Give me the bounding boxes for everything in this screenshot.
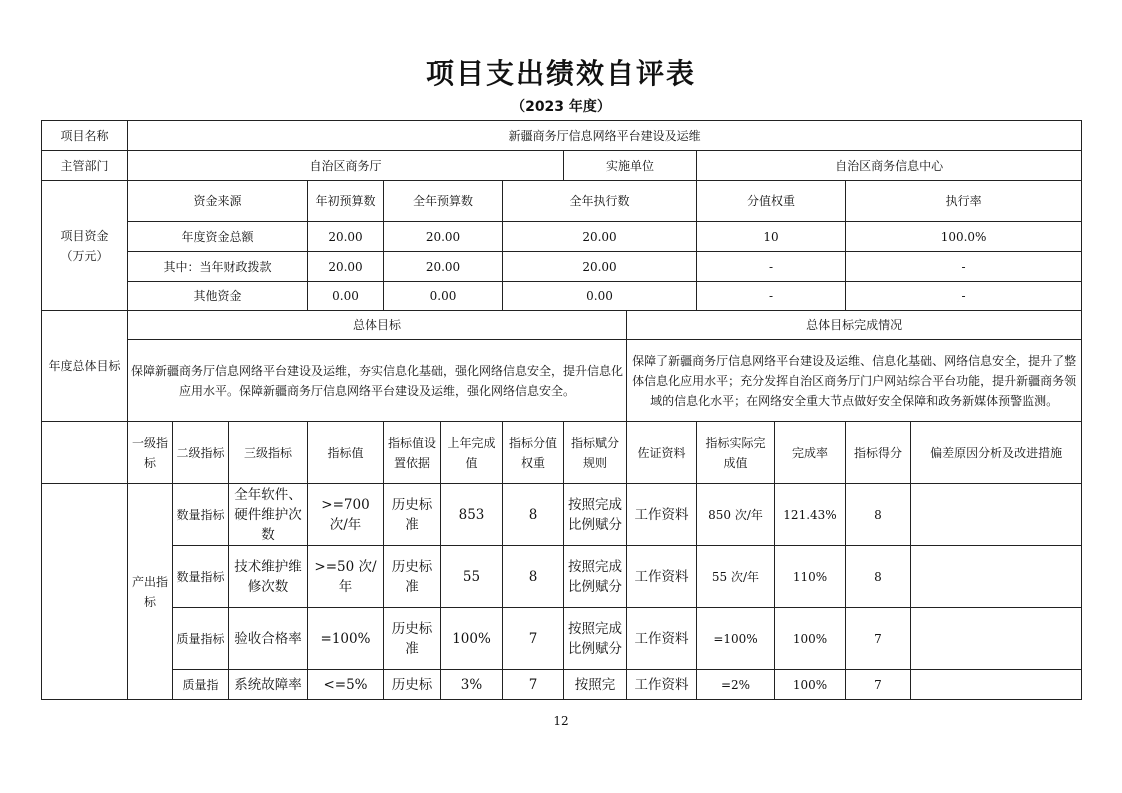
funds-cell-annual: 0.00 (384, 282, 503, 311)
indicator-last-year: 55 (441, 546, 503, 608)
indicators-header-weight: 指标分值权重 (503, 422, 564, 484)
indicator-actual: =2% (697, 670, 775, 700)
funds-header-weight: 分值权重 (697, 181, 846, 222)
funds-header-executed: 全年执行数 (503, 181, 697, 222)
indicator-weight: 8 (503, 484, 564, 546)
indicator-evidence: 工作资料 (627, 484, 697, 546)
indicator-row (42, 546, 1082, 608)
funds-cell-weight: - (697, 282, 846, 311)
indicator-value: >=700 次/年 (308, 484, 384, 546)
indicators-header-value: 指标值 (308, 422, 384, 484)
indicator-rate: 121.43% (775, 484, 846, 546)
funds-header-exec-rate: 执行率 (846, 181, 1082, 222)
indicators-header-score: 指标得分 (846, 422, 911, 484)
indicator-score: 8 (846, 546, 911, 608)
unit-value: 自治区商务信息中心 (697, 151, 1082, 181)
funds-cell-weight: 10 (697, 222, 846, 252)
indicators-header-level3: 三级指标 (229, 422, 308, 484)
indicators-header-level2: 二级指标 (173, 422, 229, 484)
indicator-value: <=5% (308, 670, 384, 700)
goals-content-row (42, 340, 1082, 422)
performance-table (41, 120, 1082, 700)
goals-header-row (42, 311, 1082, 340)
indicator-rule: 按照完成比例赋分 (564, 608, 627, 670)
indicators-header-actual: 指标实际完成值 (697, 422, 775, 484)
indicator-weight: 7 (503, 670, 564, 700)
indicator-rate: 100% (775, 670, 846, 700)
funds-cell-source: 其中：当年财政拨款 (128, 252, 308, 282)
indicator-level3: 验收合格率 (229, 608, 308, 670)
funds-cell-source: 年度资金总额 (128, 222, 308, 252)
unit-label: 实施单位 (564, 151, 697, 181)
funds-cell-exec-rate: 100.0% (846, 222, 1082, 252)
funds-cell-exec-rate: - (846, 282, 1082, 311)
indicator-last-year: 853 (441, 484, 503, 546)
goals-completion-text: 保障了新疆商务厅信息网络平台建设及运维、信息化基础、网络信息安全，提升了整体信息化应用水平；充分发挥自治区商务厅门户网站综合平台功能，提升新疆商务领域的信息化水平；在网络安全重大节点做好安全保障和政务新媒体预警监测。 (627, 340, 1082, 422)
indicator-actual: =100% (697, 608, 775, 670)
funds-row-total (42, 222, 1082, 252)
indicator-level2: 质量指标 (173, 608, 229, 670)
indicator-rate: 100% (775, 608, 846, 670)
indicators-header-row (42, 422, 1082, 484)
indicator-weight: 7 (503, 608, 564, 670)
funds-cell-initial: 0.00 (308, 282, 384, 311)
indicator-rate: 110% (775, 546, 846, 608)
indicator-evidence: 工作资料 (627, 670, 697, 700)
funds-cell-annual: 20.00 (384, 252, 503, 282)
project-name-value: 新疆商务厅信息网络平台建设及运维 (128, 121, 1082, 151)
indicator-last-year: 100% (441, 608, 503, 670)
indicator-basis: 历史标准 (384, 608, 441, 670)
funds-cell-weight: - (697, 252, 846, 282)
indicator-level3: 系统故障率 (229, 670, 308, 700)
goals-label: 年度总体目标 (42, 311, 128, 422)
indicator-basis: 历史标准 (384, 546, 441, 608)
indicator-evidence: 工作资料 (627, 546, 697, 608)
funds-label-line1: 项目资金 (60, 228, 109, 243)
funds-row-fiscal (42, 252, 1082, 282)
dept-value: 自治区商务厅 (128, 151, 564, 181)
funds-header-row (42, 181, 1082, 222)
indicator-actual: 850 次/年 (697, 484, 775, 546)
indicator-weight: 8 (503, 546, 564, 608)
indicator-level2: 数量指标 (173, 484, 229, 546)
indicators-header-deviation: 偏差原因分析及改进措施 (911, 422, 1082, 484)
funds-cell-initial: 20.00 (308, 252, 384, 282)
goals-target-header: 总体目标 (128, 311, 627, 340)
indicator-rule: 按照完成比例赋分 (564, 546, 627, 608)
goals-completion-header: 总体目标完成情况 (627, 311, 1082, 340)
funds-header-annual-budget: 全年预算数 (384, 181, 503, 222)
indicator-basis: 历史标 (384, 670, 441, 700)
indicator-level2: 质量指 (173, 670, 229, 700)
indicator-row (42, 484, 1082, 546)
indicator-score: 8 (846, 484, 911, 546)
indicator-row (42, 608, 1082, 670)
indicator-rule: 按照完成比例赋分 (564, 484, 627, 546)
indicator-value: =100% (308, 608, 384, 670)
project-name-label: 项目名称 (42, 121, 128, 151)
row-department (42, 151, 1082, 181)
indicator-row (42, 670, 1082, 700)
funds-cell-executed: 20.00 (503, 222, 697, 252)
indicator-level3: 技术维护维修次数 (229, 546, 308, 608)
indicators-header-level1: 一级指标 (128, 422, 173, 484)
funds-header-source: 资金来源 (128, 181, 308, 222)
funds-cell-exec-rate: - (846, 252, 1082, 282)
row-project-name (42, 121, 1082, 151)
indicator-deviation (911, 670, 1082, 700)
funds-label-line2: （万元） (60, 248, 109, 263)
indicators-header-evidence: 佐证资料 (627, 422, 697, 484)
indicator-score: 7 (846, 670, 911, 700)
funds-header-initial-budget: 年初预算数 (308, 181, 384, 222)
funds-cell-source: 其他资金 (128, 282, 308, 311)
indicator-value: >=50 次/年 (308, 546, 384, 608)
indicator-score: 7 (846, 608, 911, 670)
funds-row-other (42, 282, 1082, 311)
funds-label (42, 181, 128, 311)
indicator-basis: 历史标准 (384, 484, 441, 546)
indicators-level1-output: 产出指标 (128, 484, 173, 700)
indicators-header-rule: 指标赋分规则 (564, 422, 627, 484)
indicator-deviation (911, 608, 1082, 670)
funds-cell-executed: 20.00 (503, 252, 697, 282)
funds-cell-initial: 20.00 (308, 222, 384, 252)
indicators-header-blank (42, 422, 128, 484)
goals-target-text: 保障新疆商务厅信息网络平台建设及运维，夯实信息化基础，强化网络信息安全，提升信息化应用水平。保障新疆商务厅信息网络平台建设及运维，强化网络信息安全。 (128, 340, 627, 422)
dept-label: 主管部门 (42, 151, 128, 181)
indicator-level3: 全年软件、硬件维护次数 (229, 484, 308, 546)
indicator-evidence: 工作资料 (627, 608, 697, 670)
indicators-blank-cell (42, 484, 128, 700)
page-number: 12 (553, 714, 569, 728)
page-title: 项目支出绩效自评表 (425, 57, 696, 90)
indicator-level2: 数量指标 (173, 546, 229, 608)
indicator-rule: 按照完 (564, 670, 627, 700)
funds-cell-annual: 20.00 (384, 222, 503, 252)
page-subtitle-year: （2023 年度） (511, 99, 611, 115)
indicator-deviation (911, 546, 1082, 608)
indicator-actual: 55 次/年 (697, 546, 775, 608)
funds-cell-executed: 0.00 (503, 282, 697, 311)
indicators-header-rate: 完成率 (775, 422, 846, 484)
indicator-last-year: 3% (441, 670, 503, 700)
indicators-header-last-year: 上年完成值 (441, 422, 503, 484)
indicator-deviation (911, 484, 1082, 546)
indicators-header-basis: 指标值设置依据 (384, 422, 441, 484)
